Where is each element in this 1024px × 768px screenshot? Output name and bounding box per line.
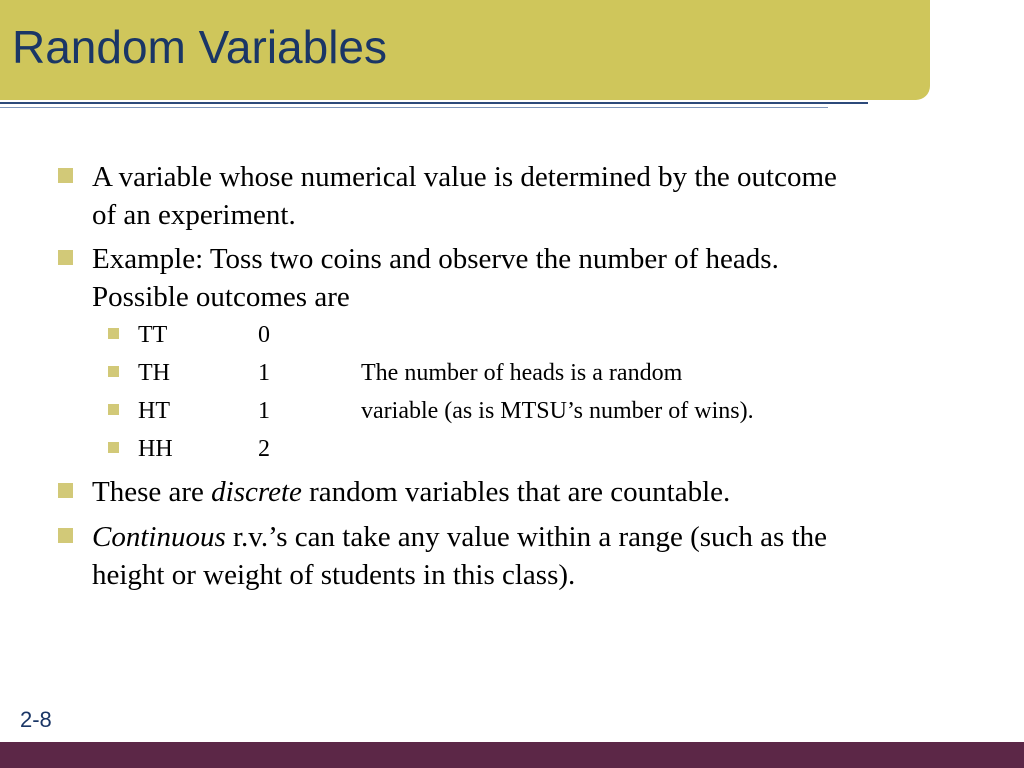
outcome-label: HT <box>138 398 170 424</box>
bullet-3 <box>92 473 730 511</box>
bullet-1-line-2: of an experiment. <box>92 199 296 231</box>
bullet-square-icon <box>58 168 73 183</box>
outcome-label: TT <box>138 322 168 348</box>
outcome-note: variable (as is MTSU’s number of wins). <box>361 398 754 424</box>
slide-title: Random Variables <box>12 21 388 73</box>
page-number: 2-8 <box>20 707 52 732</box>
outcome-heads: 0 <box>258 322 270 348</box>
bullet-2-line-2: Possible outcomes are <box>92 281 350 313</box>
outcome-heads: 1 <box>258 398 270 424</box>
bullet-4-line-2: height or weight of students in this class). <box>92 559 576 591</box>
title-underline <box>0 102 868 104</box>
bullet-3-emphasis: discrete <box>211 476 302 508</box>
bullet-4-line-1 <box>92 518 827 556</box>
bullet-square-icon <box>58 528 73 543</box>
sub-bullet-square-icon <box>108 366 119 377</box>
sub-bullet-square-icon <box>108 442 119 453</box>
outcome-note: The number of heads is a random <box>361 360 683 386</box>
outcome-label: HH <box>138 436 173 462</box>
bullet-square-icon <box>58 250 73 265</box>
title-underline-thin <box>0 107 828 108</box>
bullet-4-emphasis: Continuous <box>92 521 226 553</box>
sub-bullet-square-icon <box>108 404 119 415</box>
bullet-3-text-post: random variables that are countable. <box>301 476 731 508</box>
bullet-1-line-1: A variable whose numerical value is determined by the outcome <box>92 161 837 193</box>
outcome-label: TH <box>138 360 170 386</box>
bullet-3-text-pre: These are <box>92 476 212 508</box>
outcome-heads: 1 <box>258 360 270 386</box>
outcome-heads: 2 <box>258 436 270 462</box>
footer-bar <box>0 742 1024 768</box>
bullet-2-line-1: Example: Toss two coins and observe the number of heads. <box>92 243 779 275</box>
sub-bullet-square-icon <box>108 328 119 339</box>
bullet-4-text: r.v.’s can take any value within a range (such as the <box>225 521 828 553</box>
bullet-square-icon <box>58 483 73 498</box>
